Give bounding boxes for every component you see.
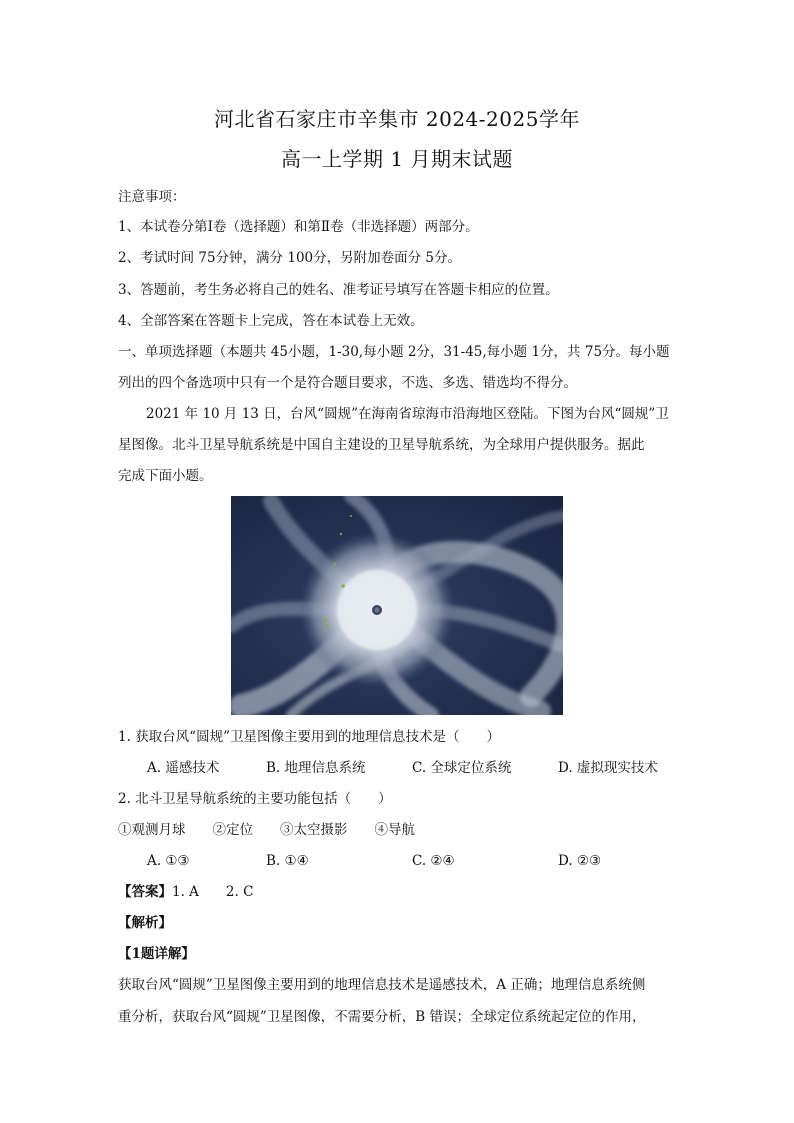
typhoon-satellite-image [231, 496, 563, 715]
section-instructions-line2: 列出的四个备选项中只有一个是符合题目要求，不选、多选、错选均不得分。 [118, 375, 577, 391]
q1-option-b[interactable]: B. 地理信息系统 [266, 760, 366, 776]
section-instructions-line1: 一、单项选择题（本题共 45小题，1-30,每小题 2分，31-45,每小题 1分，共 75分。每小题 [118, 344, 670, 360]
question-2-stem: 2. 北斗卫星导航系统的主要功能包括（ ） [118, 791, 392, 807]
notes-heading: 注意事项： [118, 189, 186, 205]
answer-label: 【答案】 [118, 884, 172, 900]
note-item: 2、考试时间 75分钟，满分 100分，另附加卷面分 5分。 [118, 250, 461, 266]
q1-option-c[interactable]: C. 全球定位系统 [412, 760, 512, 776]
q2-option-c[interactable]: C. ②④ [412, 853, 455, 869]
q2-option-d[interactable]: D. ②③ [558, 853, 602, 869]
q1-option-d[interactable]: D. 虚拟现实技术 [558, 760, 658, 776]
passage-line3: 完成下面小题。 [118, 468, 213, 484]
analysis-label: 【解析】 [118, 915, 172, 931]
document-title-line2: 高一上学期 1 月期末试题 [281, 147, 513, 171]
answer-line [118, 883, 253, 901]
detail-text-line1: 获取台风“圆规”卫星图像主要用到的地理信息技术是遥感技术，A 正确；地理信息系统侧 [118, 977, 646, 993]
q2-option-a[interactable]: A. ①③ [147, 853, 190, 869]
note-item: 4、全部答案在答题卡上完成，答在本试卷上无效。 [118, 313, 424, 329]
q2-option-b[interactable]: B. ①④ [266, 853, 309, 869]
detail-text-line2: 重分析，获取台风“圆规”卫星图像，不需要分析，B 错误；全球定位系统起定位的作用， [118, 1009, 646, 1025]
q1-option-a[interactable]: A. 遥感技术 [147, 760, 220, 776]
detail-label: 【1题详解】 [118, 946, 195, 962]
note-item: 1、本试卷分第Ⅰ卷（选择题）和第Ⅱ卷（非选择题）两部分。 [118, 219, 479, 235]
question-1-stem: 1. 获取台风“圆规”卫星图像主要用到的地理信息技术是（ ） [118, 729, 500, 745]
passage-line1: 2021 年 10 月 13 日，台风“圆规”在海南省琼海市沿海地区登陆。下图为台风“圆规”卫 [146, 406, 669, 422]
answer-value: 1. A 2. C [172, 884, 254, 900]
note-item: 3、答题前，考生务必将自己的姓名、准考证号填写在答题卡相应的位置。 [118, 282, 559, 298]
question-2-items: ①观测月球 ②定位 ③太空摄影 ④导航 [118, 822, 415, 838]
passage-line2: 星图像。北斗卫星导航系统是中国自主建设的卫星导航系统，为全球用户提供服务。据此 [118, 437, 645, 453]
document-title-line1: 河北省石家庄市辛集市 2024-2025学年 [214, 107, 580, 131]
